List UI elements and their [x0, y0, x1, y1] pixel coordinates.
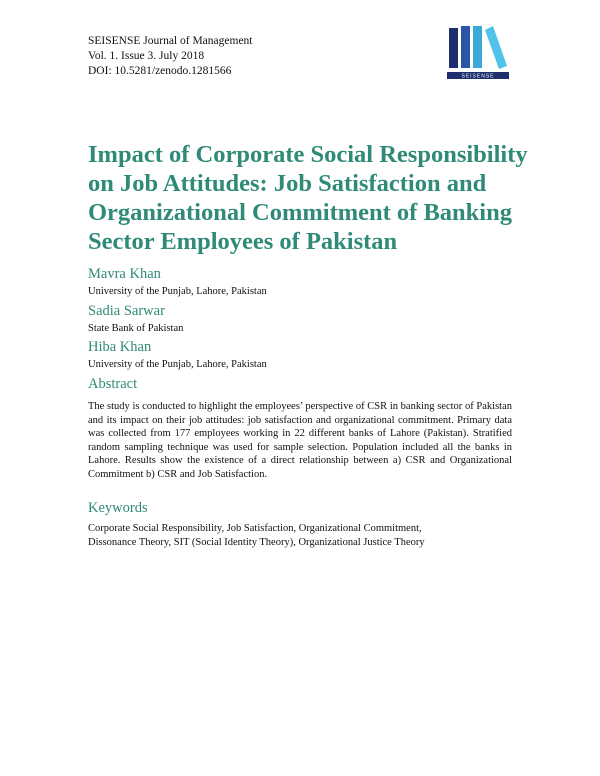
abstract-text: The study is conducted to highlight the employees’ perspective of CSR in banking sector of Pakistan and its impact on their job attitudes: job satisfaction and organizational commitment. Primary data was collected from 177 employees working in 22 different banks of Lahore (Pakistan). Stratified random sampling technique was used for sample selection. Population included all the banks in Lahore. Results show the existence of a direct relationship between a) CSR and Organizational Commitment b) CSR and Job Satisfaction. [88, 401, 512, 480]
logo-text: SEISENSE [461, 73, 495, 80]
book-spine-3 [473, 26, 482, 68]
doi: DOI: 10.5281/zenodo.1281566 [88, 65, 232, 77]
journal-name: SEISENSE Journal of Management [88, 35, 253, 47]
book-spine-4 [485, 26, 507, 69]
book-spine-1 [449, 28, 458, 68]
author-affiliation: University of the Punjab, Lahore, Pakistan [88, 286, 267, 297]
title-line: on Job Attitudes: Job Satisfaction and [88, 170, 487, 197]
abstract-heading: Abstract [88, 376, 138, 392]
seisense-books-logo [447, 22, 509, 82]
author-affiliation: State Bank of Pakistan [88, 323, 184, 334]
book-spine-2 [461, 26, 470, 68]
title-line: Impact of Corporate Social Responsibility [88, 141, 528, 168]
title-line: Sector Employees of Pakistan [88, 228, 398, 255]
journal-info [88, 34, 253, 79]
volume-issue: Vol. 1. Issue 3. July 2018 [88, 50, 205, 62]
keywords-line: Dissonance Theory, SIT (Social Identity Theory), Organizational Justice Theory [88, 537, 425, 548]
author-name: Mavra Khan [88, 266, 161, 282]
keywords-text [88, 522, 518, 550]
paper-title [88, 140, 528, 256]
author-block [88, 303, 183, 335]
author-block [88, 339, 267, 371]
keywords-heading: Keywords [88, 500, 148, 516]
title-line: Organizational Commitment of Banking [88, 199, 512, 226]
author-name: Sadia Sarwar [88, 303, 165, 319]
keywords-line: Corporate Social Responsibility, Job Satisfaction, Organizational Commitment, [88, 523, 422, 534]
author-block [88, 266, 267, 298]
author-affiliation: University of the Punjab, Lahore, Pakistan [88, 359, 267, 370]
author-name: Hiba Khan [88, 339, 152, 355]
books-icon [447, 22, 509, 82]
